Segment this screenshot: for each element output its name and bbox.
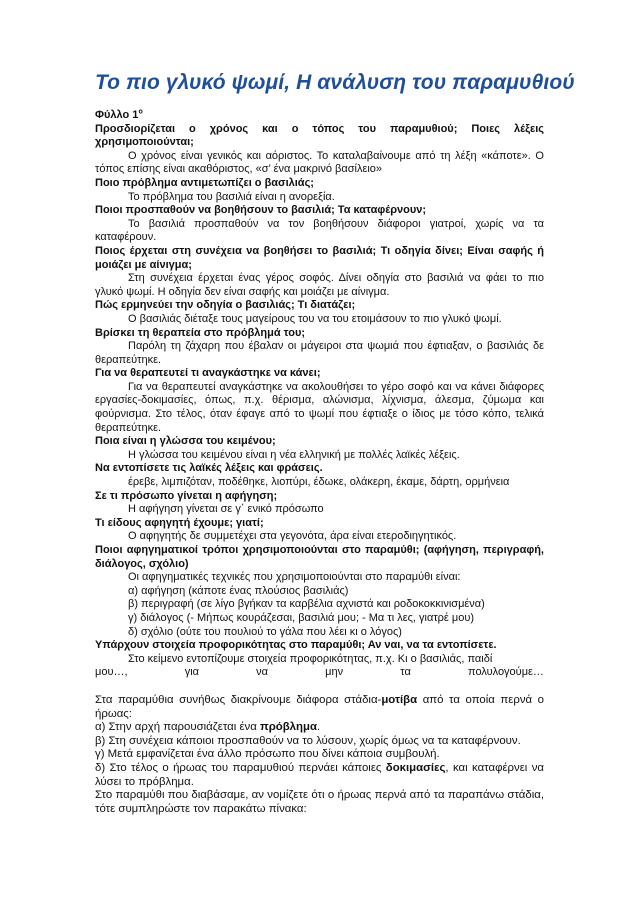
answer-5: Ο βασιλιάς διέταξε τους μαγείρους του να του ετοιμάσουν το πιο γλυκό ψωμί. — [128, 312, 502, 325]
technique-item: δ) σχόλιο (ούτε του πουλιού το γάλα που λέει κι ο λόγος) — [128, 625, 402, 638]
answer-4: Στη συνέχεια έρχεται ένας γέρος σοφός. Δίνει οδηγία στο βασιλιά να φάει το πιο γλυκό ψωμί. Η οδηγία δεν είναι σαφής και μοιάζει με αίνιγμα. — [95, 272, 544, 298]
question-13: Υπάρχουν στοιχεία προφορικότητας στο παραμύθι; Αν ναι, να τα εντοπίσετε. — [95, 639, 497, 652]
motif-c: γ) Μετά εμφανίζεται ένα άλλο πρόσωπο που δίνει κάποια συμβουλή. — [95, 748, 440, 761]
answer-12: Οι αφηγηματικές τεχνικές που χρησιμοποιούνται στο παραμύθι είναι: — [128, 571, 461, 584]
question-2: Ποιο πρόβλημα αντιμετωπίζει ο βασιλιάς; — [95, 176, 314, 189]
answer-13: Στο κείμενο εντοπίζουμε στοιχεία προφορικότητας, π.χ. Κι ο βασιλιάς, παιδί — [128, 652, 493, 665]
answer-1: Ο χρόνος είναι γενικός και αόριστος. Το καταλαβαίνουμε από τη λέξη «κάποτε». Ο τόπος επίσης είναι ακαθόριστος, «σ’ ένα μακρινό βασίλειο» — [95, 149, 544, 176]
motifs-keyword: μοτίβα — [381, 693, 418, 706]
motif-d-keyword: δοκιμασίες — [385, 761, 446, 774]
technique-item: α) αφήγηση (κάποτε ένας πλούσιος βασιλιάς) — [128, 584, 349, 597]
technique-item: γ) διάλογος (- Μήπως κουράζεσαι, βασιλιά μου; - Μα τι λες, γιατρέ μου) — [128, 611, 475, 624]
motifs-intro: Στα παραμύθια συνήθως διακρίνουμε διάφορα στάδια-μοτίβα από τα οποία περνά ο ήρωας: — [95, 693, 544, 720]
motifs-closing: Στο παραμύθι που διαβάσαμε, αν νομίζετε ότι ο ήρωας περνά από τα παραπάνω στάδια, τότε συμπληρώστε τον παρακάτω πίνακα: — [95, 789, 544, 815]
question-5: Πώς ερμηνεύει την οδηγία ο βασιλιάς; Τι διατάζει; — [95, 299, 356, 312]
worksheet-body — [95, 109, 544, 816]
document-title: Το πιο γλυκό ψωμί, Η ανάλυση του παραμυθιού — [95, 71, 575, 94]
question-7: Για να θεραπευτεί τι αναγκάστηκε να κάνει; — [95, 367, 321, 380]
sheet-label — [95, 109, 544, 123]
answer-6: Παρόλη τη ζάχαρη που έβαλαν οι μάγειροι στα ψωμιά που έφτιαξαν, ο βασιλιάς δε θεραπεύτηκε. — [95, 340, 544, 366]
question-8: Ποια είναι η γλώσσα του κειμένου; — [95, 435, 276, 448]
spread-word: πολυλογούμε… — [468, 666, 544, 679]
spread-word: τα — [400, 666, 411, 679]
answer-2: Το πρόβλημα του βασιλιά είναι η ανορεξία. — [128, 190, 335, 203]
spread-word: μου…, — [95, 666, 128, 679]
answer-13-continuation — [95, 666, 544, 680]
answer-11: Ο αφηγητής δε συμμετέχει στα γεγονότα, άρα είναι ετεροδιηγητικός. — [128, 530, 457, 543]
answer-10: Η αφήγηση γίνεται σε γ΄ ενικό πρόσωπο — [128, 503, 324, 516]
answer-3: Το βασιλιά προσπαθούν να τον βοηθήσουν διάφοροι γιατροί, χωρίς να τα καταφέρουν. — [95, 217, 544, 244]
spread-word: μην — [325, 666, 344, 679]
motifs-section — [95, 694, 544, 816]
sheet-label-text: Φύλλο 1 — [95, 109, 139, 121]
question-4: Ποιος έρχεται στη συνέχεια να βοηθήσει το βασιλιά; Τι οδηγία δίνει; Είναι σαφής ή μοιάζει με αίνιγμα; — [95, 244, 544, 271]
question-11: Τι είδους αφηγητή έχουμε; γιατί; — [95, 516, 264, 529]
sheet-label-sup: ο — [138, 108, 143, 116]
answer-9: έρεβε, λιμπιζόταν, ποδέθηκε, λιοπύρι, έδωκε, ολάκερη, έκαμε, δάρτη, ορμήνεια — [128, 476, 510, 489]
motif-b: β) Στη συνέχεια κάποιοι προσπαθούν να το λύσουν, χωρίς όμως να τα καταφέρνουν. — [95, 734, 521, 747]
question-10: Σε τι πρόσωπο γίνεται η αφήγηση; — [95, 489, 278, 502]
answer-7: Για να θεραπευτεί αναγκάστηκε να ακολουθήσει το γέρο σοφό και να κάνει διάφορες εργασίες-δοκιμασίες, όπως, π.χ. θέρισμα, αλώνισμα, λίχνισμα, άλεσμα, ζύμωμα και φούρνισμα. Στο τέλος, όταν έφαγε από το ψωμί που έφτιαξε ο ίδιος με τόσο κόπο, τελικά θεραπεύτηκε. — [95, 380, 544, 434]
question-9: Να εντοπίσετε τις λαϊκές λέξεις και φράσεις. — [95, 462, 323, 475]
spread-word: να — [256, 666, 269, 679]
question-6: Βρίσκει τη θεραπεία στο πρόβλημά του; — [95, 326, 306, 339]
technique-item: β) περιγραφή (σε λίγο βγήκαν τα καρβέλια αχνιστά και ροδοκοκκινισμένα) — [128, 598, 485, 611]
answer-8: Η γλώσσα του κειμένου είναι η νέα ελληνική με πολλές λαϊκές λέξεις. — [128, 448, 460, 461]
question-12: Ποιοι αφηγηματικοί τρόποι χρησιμοποιούνται στο παραμύθι; (αφήγηση, περιγραφή, διάλογος, σχόλιο) — [95, 544, 544, 570]
spread-word: για — [184, 666, 199, 679]
motif-a: α) Στην αρχή παρουσιάζεται ένα πρόβλημα. — [95, 721, 321, 734]
question-1: Προσδιορίζεται ο χρόνος και ο τόπος του παραμυθιού; Ποιες λέξεις χρησιμοποιούνται; — [95, 122, 544, 149]
motif-d: δ) Στο τέλος ο ήρωας του παραμυθιού περνάει κάποιες δοκιμασίες, και καταφέρνει να λύσει το πρόβλημα. — [95, 761, 544, 788]
motif-a-keyword: πρόβλημα — [260, 721, 317, 734]
question-3: Ποιοι προσπαθούν να βοηθήσουν το βασιλιά; Τα καταφέρνουν; — [95, 204, 427, 217]
